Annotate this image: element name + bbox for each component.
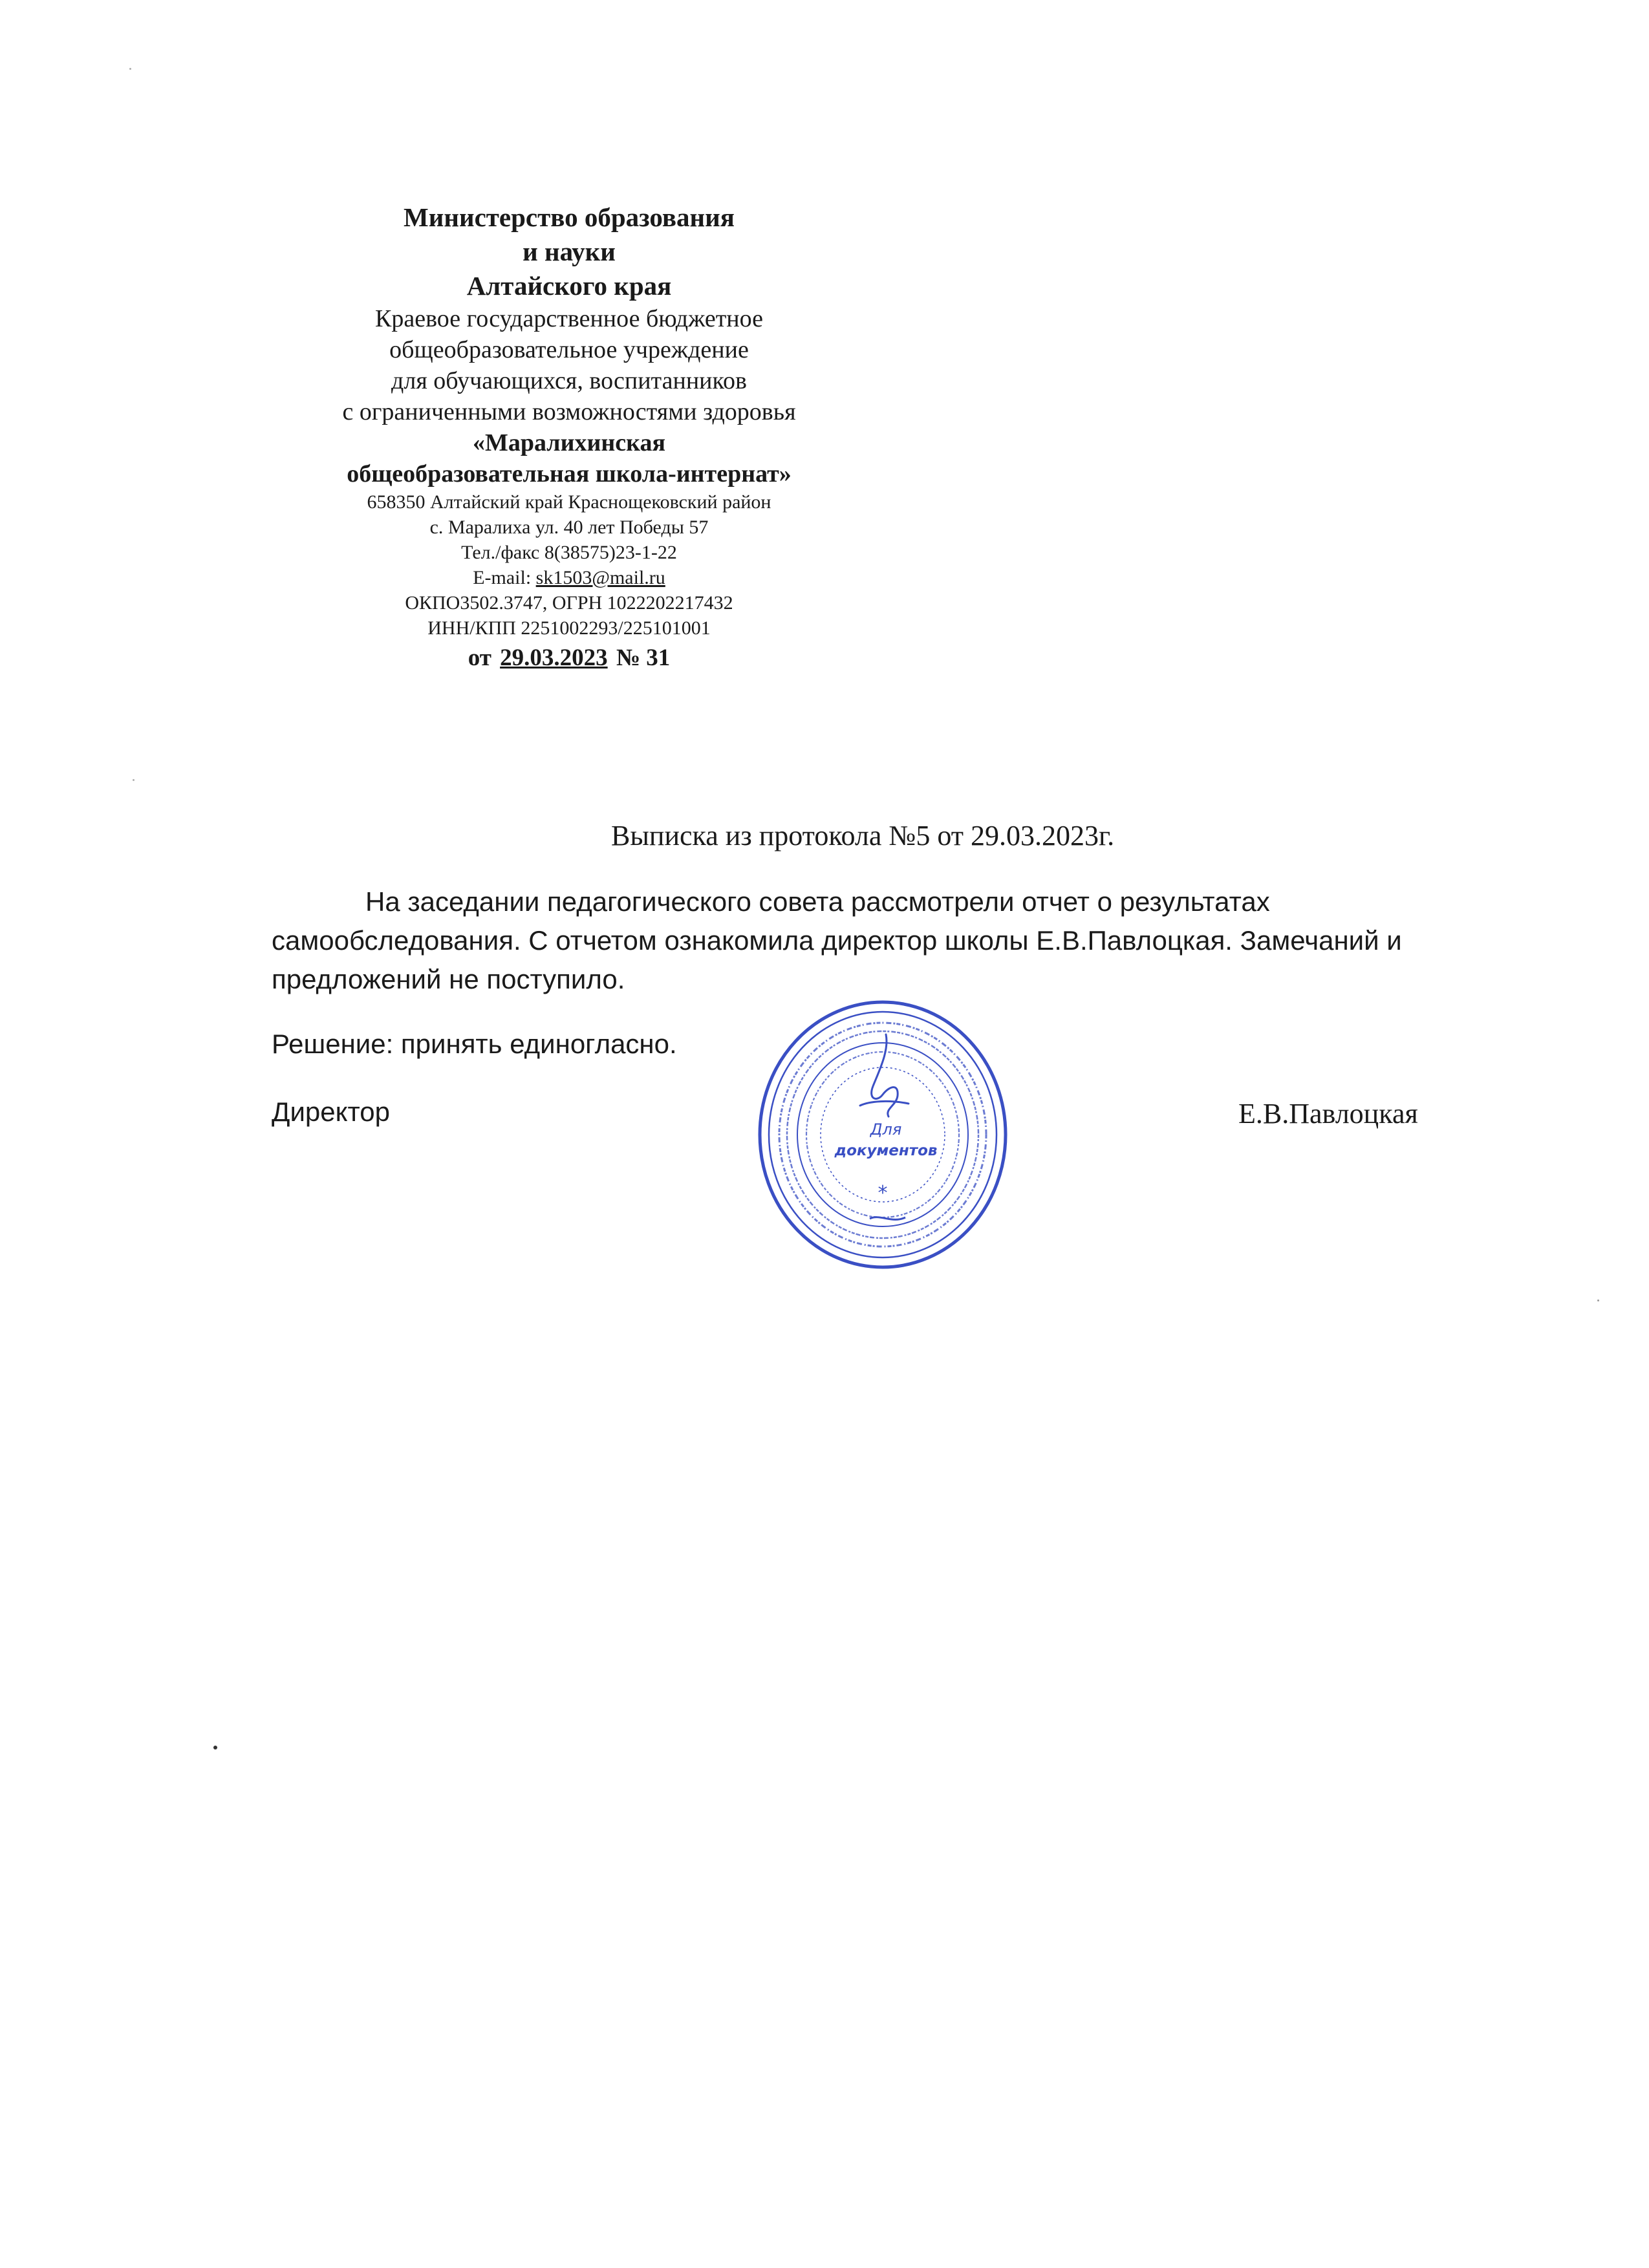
- document-title: Выписка из протокола №5 от 29.03.2023г.: [611, 820, 1115, 851]
- email-line: [246, 565, 892, 590]
- stamp-center-text-2: документов: [834, 1142, 938, 1159]
- email-label: E-mail:: [473, 567, 536, 588]
- org-line-3: для обучающихся, воспитанников: [391, 367, 747, 394]
- okpo-line: ОКПО3502.3747, ОГРН 1022202217432: [405, 592, 733, 614]
- ministry-line-3: Алтайского края: [466, 271, 672, 301]
- address-line-1: 658350 Алтайский край Краснощековский район: [367, 491, 771, 513]
- letterhead: [246, 200, 892, 674]
- scan-speck: [133, 779, 135, 781]
- school-line-2: общеобразовательная школа-интернат»: [347, 460, 792, 487]
- org-line-1: Краевое государственное бюджетное: [375, 305, 763, 332]
- svg-text:*: *: [878, 1182, 888, 1204]
- stamp-center-text-1: Для: [870, 1120, 902, 1139]
- paragraph-line-3: предложений не поступило.: [272, 964, 625, 994]
- signer-role: Директор: [272, 1097, 390, 1127]
- scan-speck: [129, 68, 131, 70]
- official-stamp: [750, 979, 1022, 1277]
- paragraph-line-1: [272, 883, 1500, 921]
- paragraph-line-2: самообследования. С отчетом ознакомила директор школы Е.В.Павлоцкая. Замечаний и: [272, 925, 1402, 956]
- email-link[interactable]: sk1503@mail.ru: [535, 567, 665, 588]
- school-line-1: «Маралихинская: [472, 429, 666, 456]
- scan-speck: [1597, 1300, 1599, 1301]
- date-number-line: [246, 642, 892, 674]
- date-prefix: от: [468, 645, 491, 671]
- org-line-2: общеобразовательное учреждение: [389, 336, 749, 363]
- scan-speck: [213, 1746, 217, 1749]
- paragraph-line-1-text: На заседании педагогического совета рассмотрели отчет о результатах: [365, 886, 1270, 917]
- signer-name: Е.В.Павлоцкая: [1238, 1098, 1418, 1129]
- stamp-seal-icon: [750, 979, 1022, 1277]
- inn-line: ИНН/КПП 2251002293/225101001: [427, 617, 711, 639]
- org-line-4: с ограниченными возможностями здоровья: [342, 398, 796, 425]
- document-date: 29.03.2023: [500, 645, 608, 671]
- document-number: № 31: [616, 645, 671, 671]
- ministry-line-1: Министерство образования: [404, 202, 735, 232]
- address-line-2: с. Маралиха ул. 40 лет Победы 57: [429, 517, 709, 538]
- ministry-line-2: и науки: [523, 237, 616, 266]
- phone-line: Тел./факс 8(38575)23-1-22: [461, 542, 677, 563]
- decision-line: Решение: принять единогласно.: [272, 1029, 677, 1059]
